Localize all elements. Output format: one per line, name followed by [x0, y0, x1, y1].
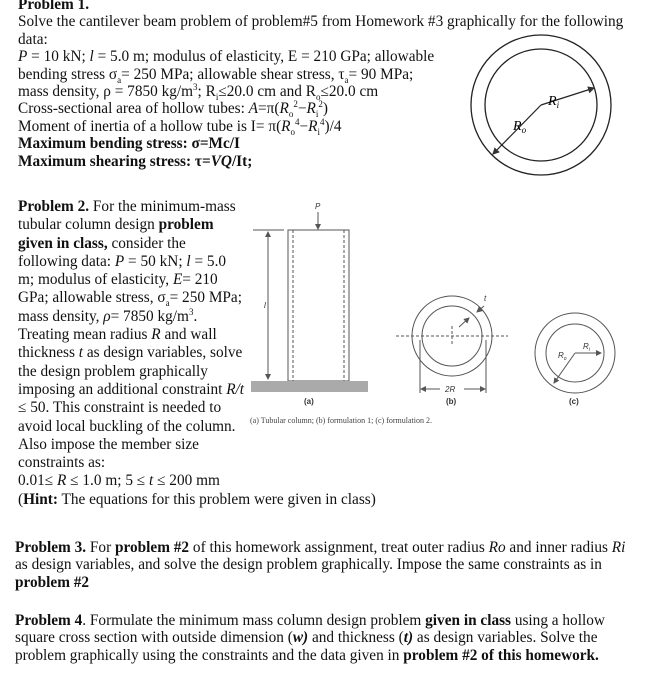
text-segment: data: — [18, 30, 48, 48]
ri-label: $R_i$ — [548, 94, 560, 110]
text-segment: Problem 3. — [15, 539, 87, 556]
text-segment: R/t — [226, 380, 245, 398]
text-segment: ≤20.0 cm — [320, 82, 379, 100]
text-segment: R — [308, 117, 318, 135]
text-segment: R — [57, 472, 67, 490]
text-segment: and thickness ( — [308, 629, 404, 647]
text-segment: imposing an additional constraint — [18, 380, 227, 398]
text-segment: 3 — [188, 306, 194, 317]
ground — [251, 381, 368, 392]
text-segment: τ= — [194, 152, 211, 170]
panel-b-label: (b) — [446, 397, 457, 406]
text-segment: − — [299, 117, 309, 135]
text-segment: problem #2 of this homework. — [403, 646, 599, 664]
text-segment: R — [306, 100, 316, 118]
text-segment: )/4 — [324, 117, 342, 135]
text-segment: The equations for this problem were given in class) — [57, 490, 376, 508]
text-segment: − — [297, 100, 307, 118]
text-segment: For the minimum-mass — [89, 198, 236, 215]
text-segment: = 5.0 — [190, 252, 227, 270]
text-segment: l — [89, 48, 94, 66]
text-segment: as design variables, solve — [83, 344, 243, 362]
text-segment: 3 — [193, 81, 198, 92]
text-segment: =π( — [258, 100, 280, 118]
text-segment: of this homework assignment, treat outer radius — [189, 539, 489, 556]
text-segment: i — [315, 109, 319, 120]
ri-label-c: $R_i$ — [583, 342, 590, 353]
text-segment: tubular column design — [18, 216, 159, 234]
text-segment: consider the — [107, 234, 186, 252]
text-segment: and inner radius — [505, 539, 612, 556]
text-segment: Also impose the member size — [18, 435, 199, 453]
text-segment: w) — [292, 629, 309, 647]
text-segment: = 250 MPa; allowable shear stress, τ — [121, 65, 345, 83]
text-segment: o — [290, 126, 296, 137]
text-segment: constraints as: — [18, 454, 106, 472]
text-segment: 2 — [318, 99, 323, 110]
text-segment: R — [279, 100, 289, 118]
text-segment: = 50 kN; — [124, 252, 187, 270]
text-segment: problem graphically using the constraints and the data given in — [15, 646, 404, 664]
text-segment: t) — [403, 629, 414, 647]
text-segment: ; R — [197, 82, 216, 100]
text-segment: ( — [18, 490, 24, 508]
text-segment: R — [281, 117, 291, 135]
tubular-column-diagram — [251, 212, 368, 392]
text-segment: using a hollow — [511, 612, 605, 629]
text-segment: P — [18, 48, 28, 66]
text-segment: ≤ 50. This constraint is needed to — [18, 399, 222, 417]
panel-a-label: (a) — [304, 397, 314, 406]
text-segment: problem #2 — [15, 573, 90, 591]
text-segment: Hint: — [23, 490, 58, 508]
length-label: l — [264, 301, 266, 310]
text-segment: GPa; allowable stress, σ — [18, 289, 166, 307]
panel-c-label: (c) — [569, 397, 579, 406]
ro-label: $R_o$ — [513, 119, 527, 135]
text-segment: a — [117, 74, 122, 85]
text-segment: Treating mean radius — [18, 326, 152, 344]
text-segment: t — [78, 344, 84, 362]
text-segment: m; modulus of elasticity, — [18, 271, 173, 289]
text-segment: . Formulate the minimum mass column design problem — [82, 612, 426, 629]
formulation-1-diagram — [396, 296, 508, 393]
text-segment: Maximum bending stress: σ=Mc/I — [18, 135, 240, 153]
hollow-tube-diagram — [471, 35, 611, 175]
text-segment: Problem 1. — [18, 0, 90, 13]
text-segment: ≤ 1.0 m; 5 ≤ — [66, 472, 150, 490]
text-segment: ≤ 200 mm — [153, 472, 220, 490]
text-segment: the design problem graphically — [18, 362, 208, 380]
text-segment: ≤20.0 cm and R — [218, 82, 316, 100]
text-segment: = 7850 kg/m — [110, 307, 189, 325]
figure-caption: (a) Tubular column; (b) formulation 1; (c) formulation 2. — [250, 416, 432, 425]
text-segment: problem — [158, 216, 214, 234]
text-segment: ρ — [103, 307, 111, 325]
thickness-label: t — [484, 294, 487, 303]
text-segment: Cross-sectional area of hollow tubes: — [18, 100, 249, 118]
text-segment: = 90 MPa; — [348, 65, 414, 83]
text-segment: = 10 kN; — [27, 48, 90, 66]
text-segment: avoid local buckling of the column. — [18, 417, 236, 435]
text-segment: = 250 MPa; — [169, 289, 242, 307]
text-segment: a — [344, 74, 349, 85]
ro-label-c: $R_o$ — [558, 351, 567, 362]
text-segment: Ro — [488, 539, 506, 556]
formulation-2-diagram — [535, 313, 615, 393]
text-segment: given in class, — [18, 234, 108, 252]
text-segment: square cross section with outside dimension ( — [15, 629, 293, 647]
text-segment: E — [172, 271, 183, 289]
text-segment: VQ — [210, 152, 232, 170]
text-segment: /It; — [231, 152, 253, 170]
text-segment: as design variables. Solve the — [413, 629, 598, 647]
text-segment: l — [186, 252, 191, 270]
text-segment: 2 — [293, 99, 298, 110]
text-segment: problem #2 — [115, 539, 190, 556]
text-segment: 4 — [295, 116, 300, 127]
text-segment: bending stress σ — [18, 65, 118, 83]
text-segment: Moment of inertia of a hollow tube is I= π( — [18, 117, 282, 135]
text-segment: given in class — [425, 612, 511, 629]
text-segment: i — [317, 126, 321, 137]
text-segment: o — [288, 109, 294, 120]
text-segment: = 5.0 m; modulus of elasticity, E = 210 GPa; allowable — [93, 48, 435, 66]
text-segment: Ri — [611, 539, 626, 556]
load-label: P — [315, 202, 321, 211]
diameter-label: 2R — [445, 385, 456, 394]
text-segment: 4 — [320, 116, 325, 127]
text-segment: as design variables, and solve the design problem graphically. Impose the same constraints as in — [15, 556, 602, 574]
text-segment: R — [151, 326, 161, 344]
text-segment: mass density, ρ = 7850 kg/m — [18, 82, 194, 100]
text-segment: a — [165, 298, 170, 309]
text-segment: mass density, — [18, 307, 104, 325]
text-segment: = 210 — [182, 271, 218, 289]
text-segment: following data: — [18, 252, 115, 270]
text-segment: 0.01≤ — [18, 472, 57, 490]
text-segment: For — [86, 539, 115, 556]
text-segment: i — [215, 92, 219, 102]
text-segment: P — [114, 252, 125, 270]
text-segment: ) — [322, 100, 328, 118]
text-segment: o — [315, 92, 321, 102]
text-segment: Problem 4 — [15, 612, 83, 629]
text-segment: thickness — [18, 344, 79, 362]
text-segment: Solve the cantilever beam problem of problem#5 from Homework #3 graphically for the following — [18, 13, 624, 31]
text-segment: t — [149, 472, 154, 490]
text-segment: and wall — [160, 326, 217, 344]
text-segment: Problem 2. — [18, 198, 90, 215]
text-segment: . — [193, 307, 198, 325]
text-segment: A — [248, 100, 259, 118]
text-segment: Maximum shearing stress: — [18, 152, 195, 170]
